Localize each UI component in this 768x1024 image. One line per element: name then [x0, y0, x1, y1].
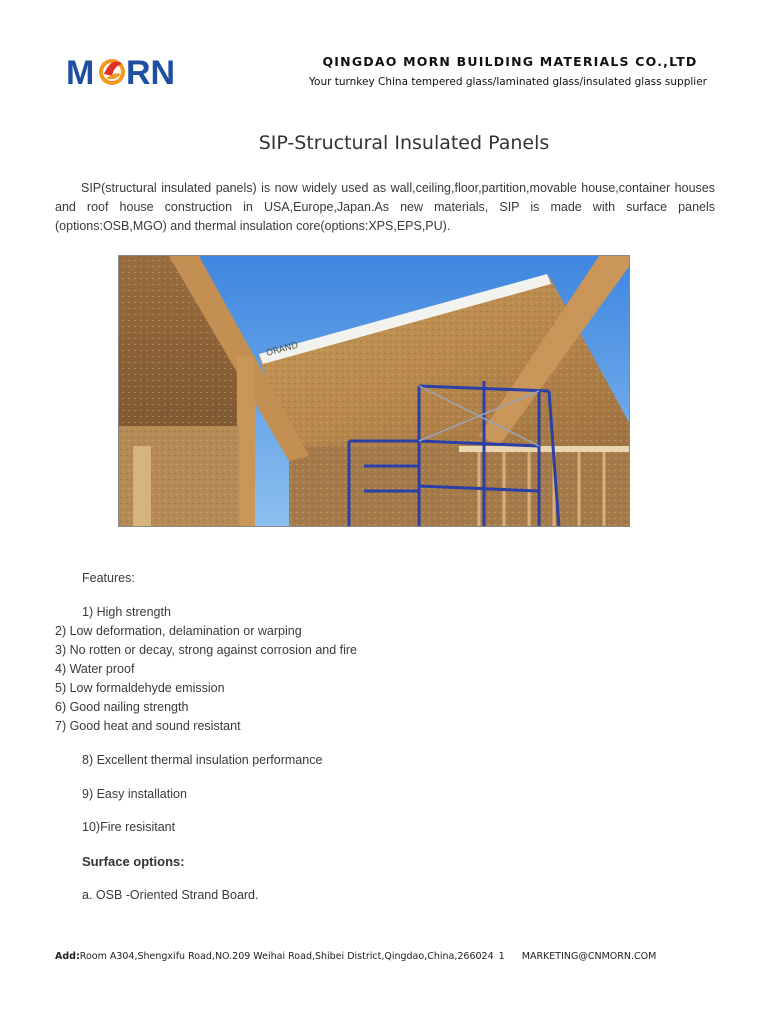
surface-options-heading: Surface options: [82, 854, 185, 869]
feature-item: 6) Good nailing strength [55, 700, 189, 714]
feature-item: 3) No rotten or decay, strong against corrosion and fire [55, 643, 358, 657]
address-text: Room A304,Shengxifu Road,NO.209 Weihai Road,Shibei District,Qingdao,China,266024 [79, 951, 494, 962]
address-label: Add: [55, 951, 80, 962]
features-label: Features: [82, 571, 135, 585]
feature-item: 9) Easy installation [82, 787, 187, 801]
svg-text:M: M [66, 54, 95, 92]
company-name: QINGDAO MORN BUILDING MATERIALS CO.,LTD [322, 54, 698, 69]
surface-option-a: a. OSB -Oriented Strand Board. [82, 888, 259, 902]
feature-item: 2) Low deformation, delamination or warping [55, 624, 302, 638]
intro-paragraph: SIP(structural insulated panels) is now widely used as wall,ceiling,floor,partition,movable house,container houses and roof house construction in USA,Europe,Japan.As new materials, SIP is made with surface panels (options:OSB,MGO) and thermal insulation core(options:XPS,EPS,PU). [55, 181, 715, 233]
panel-stamp-text: ORAND [265, 340, 300, 359]
sip-construction-illustration [119, 256, 630, 527]
feature-item: 4) Water proof [55, 662, 135, 676]
morn-logo-graphic [66, 52, 196, 92]
page-footer [55, 951, 656, 962]
feature-item: 10)Fire resisitant [82, 820, 176, 834]
page-title: SIP-Structural Insulated Panels [258, 132, 550, 154]
feature-item: 7) Good heat and sound resistant [55, 719, 241, 733]
sip-construction-photo [118, 255, 630, 527]
feature-item: 8) Excellent thermal insulation performance [82, 753, 323, 767]
email-text: MARKETING@CNMORN.COM [521, 951, 657, 962]
page-number: 1 [498, 951, 505, 962]
feature-item: 5) Low formaldehyde emission [55, 681, 225, 695]
company-logo [66, 52, 196, 92]
svg-text:RN: RN [126, 54, 176, 92]
company-tagline: Your turnkey China tempered glass/laminated glass/insulated glass supplier [309, 76, 707, 88]
feature-item: 1) High strength [82, 605, 171, 619]
